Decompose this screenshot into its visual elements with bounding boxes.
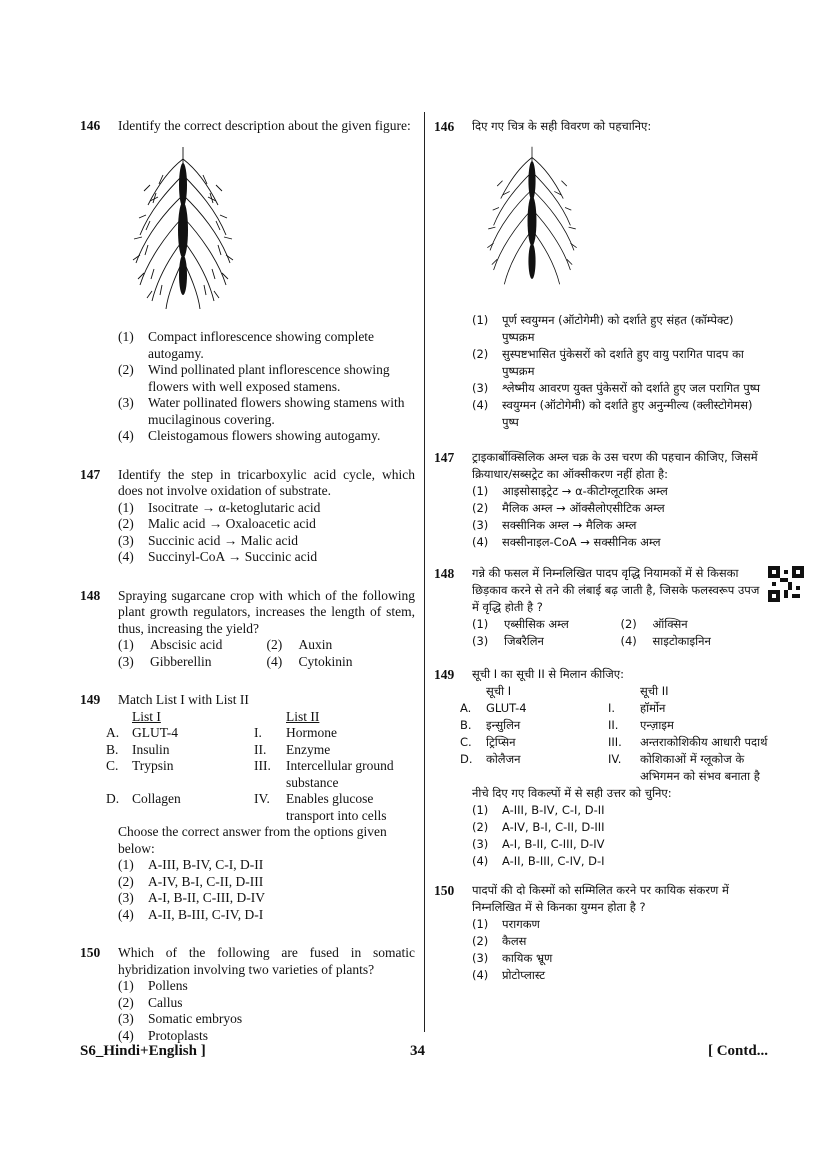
english-column	[80, 118, 415, 1044]
option-3: (3) सक्सीनिक अम्ल → मैलिक अम्ल	[472, 518, 637, 532]
page-number: 34	[410, 1043, 425, 1059]
option-2: (2) Malic acid → Oxaloacetic acid	[118, 516, 316, 531]
option-2: (2) कैलस	[472, 934, 527, 948]
option-4: (4) स्वयुग्मन (ऑटोगेमी) को दर्शाते हुए अनुन्मील्य (क्लीस्टोगेमस) पुष्प	[472, 398, 753, 429]
question-number: 147	[80, 466, 101, 482]
options-row-2: (3) Gibberellin (4) Cytokinin	[118, 653, 353, 669]
question-text: गन्ने की फसल में निम्नलिखित पादप वृद्धि नियामकों में से किसका छिड़काव करने से तने की लंबाई बढ़ जाती है, जिसके फलस्वरूप उपज में वृद्धि होती है ?	[472, 566, 760, 614]
option-1: एब्सीसिक अम्ल	[504, 617, 569, 631]
continued-label: [ Contd...	[707, 1043, 768, 1059]
match-table: सूची I सूची II A. GLUT-4 I. हॉर्मोन B. इन्सुलिन II. एन्ज़ाइम C. ट्रिप्सिन III. अन्तराकोशिकीय आधारी पदार्थ D. कोलैजन IV. कोशिकाओं में ग्लूकोज के अभिगमन को संभव बनाता है	[460, 684, 768, 783]
question-150-hindi	[434, 882, 769, 984]
option-4: (4) Cleistogamous flowers showing autogamy.	[118, 428, 381, 443]
choose-instruction: Choose the correct answer from the options given below:	[118, 824, 387, 856]
question-text: Match List I with List II	[118, 692, 249, 707]
question-text: Spraying sugarcane crop with which of the following plant growth regulators, increases the length of stem, thus, increasing the yield?	[118, 587, 415, 636]
question-147	[80, 467, 415, 566]
option-2: (2) सुस्पष्टभासित पुंकेसरों को दर्शाते हुए वायु परागित पादप का पुष्पक्रम	[472, 347, 744, 378]
question-text: दिए गए चित्र के सही विवरण को पहचानिए:	[472, 119, 652, 133]
question-147-hindi	[434, 449, 769, 551]
question-number: 148	[434, 566, 455, 581]
options-row-1: (1) Abscisic acid (2) Auxin	[118, 637, 333, 652]
option-4: (4) Protoplasts	[118, 1027, 209, 1043]
option-4: Cytokinin	[298, 653, 353, 669]
inflorescence-figure	[482, 145, 769, 300]
question-146-hindi	[434, 118, 769, 431]
option-2: ऑक्सिन	[652, 617, 688, 631]
question-number: 148	[80, 587, 101, 603]
option-3: (3) श्लेष्मीय आवरण युक्त पुंकेसरों को दर्शाते हुए जल परागित पुष्प	[472, 381, 761, 395]
paper-code: S6_Hindi+English ]	[80, 1043, 206, 1059]
option-1: (1) आइसोसाइट्रेट → α-कीटोग्लूटारिक अम्ल	[472, 484, 668, 498]
question-148	[80, 588, 415, 671]
option-1: Abscisic acid	[150, 637, 223, 652]
hindi-column	[434, 118, 769, 984]
question-number: 150	[80, 945, 101, 960]
question-text: Identify the step in tricarboxylic acid cycle, which does not involve oxidation of substrate.	[118, 466, 415, 498]
question-number: 149	[434, 667, 455, 682]
question-text: ट्राइकार्बोक्सिलिक अम्ल चक्र के उस चरण की पहचान कीजिए, जिसमें क्रियाधार/सब्सट्रेट का ऑक्सीकरण नहीं होता है:	[472, 450, 758, 481]
question-text: Which of the following are fused in somatic hybridization involving two varieties of plants?	[118, 945, 415, 977]
option-4: (4) प्रोटोप्लास्ट	[472, 968, 546, 982]
option-1: (1) A-III, B-IV, C-I, D-II	[118, 857, 264, 872]
question-number: 146	[80, 118, 101, 133]
question-149-hindi	[434, 666, 769, 870]
question-text: सूची I का सूची II से मिलान कीजिए:	[472, 667, 625, 681]
option-4: (4) A-II, B-III, C-IV, D-I	[472, 854, 605, 868]
option-3: (3) A-I, B-II, C-III, D-IV	[118, 890, 265, 905]
option-3: (3) Water pollinated flowers showing stamens with mucilaginous covering.	[118, 395, 405, 427]
options-row-1: (1) एब्सीसिक अम्ल (2) ऑक्सिन	[472, 617, 688, 631]
options-row-2: (3) जिबरैलिन (4) साइटोकाइनिन	[472, 634, 711, 648]
option-2: (2) A-IV, B-I, C-II, D-III	[472, 820, 605, 834]
choose-instruction: नीचे दिए गए विकल्पों में से सही उत्तर को चुनिए:	[472, 786, 672, 800]
option-2: (2) Wind pollinated plant inflorescence showing flowers with well exposed stamens.	[118, 362, 390, 394]
question-number: 149	[80, 692, 101, 707]
option-1: (1) A-III, B-IV, C-I, D-II	[472, 803, 605, 817]
list-1-header: सूची I	[486, 684, 512, 698]
option-1: (1) Compact inflorescence showing complete autogamy.	[118, 329, 375, 361]
option-2: (2) मैलिक अम्ल → ऑक्सैलोएसीटिक अम्ल	[472, 501, 665, 515]
option-2: (2) A-IV, B-I, C-II, D-III	[118, 873, 264, 889]
option-3: (3) Succinic acid → Malic acid	[118, 532, 298, 548]
option-3: जिबरैलिन	[504, 634, 544, 648]
option-4: साइटोकाइनिन	[652, 634, 711, 648]
options	[118, 329, 415, 445]
question-146	[80, 118, 415, 445]
question-text: पादपों की दो किस्मों को सम्मिलित करने पर कायिक संकरण में निम्नलिखित में से किनका युग्मन होता है ?	[472, 883, 729, 914]
option-2: Auxin	[298, 637, 333, 652]
list-2-header: सूची II	[640, 684, 669, 698]
match-table: List I List II A. GLUT-4 I. Hormone B. Insulin II. Enzyme C. Trypsin III. Intercellular ground substance D. Collagen IV. Enables glucose transport into cells	[106, 709, 415, 825]
question-number: 146	[434, 119, 455, 134]
option-1: (1) Isocitrate → α-ketoglutaric acid	[118, 499, 321, 515]
question-number: 150	[434, 883, 455, 898]
qr-code-icon	[768, 566, 804, 602]
option-3: (3) A-I, B-II, C-III, D-IV	[472, 837, 605, 851]
option-3: (3) कायिक भ्रूण	[472, 951, 553, 965]
question-149	[80, 692, 415, 923]
question-150	[80, 945, 415, 1044]
option-1: (1) पूर्ण स्वयुग्मन (ऑटोगेमी) को दर्शाते हुए संहत (कॉम्पेक्ट) पुष्पक्रम	[472, 313, 734, 344]
option-3: (3) Somatic embryos	[118, 1011, 243, 1026]
column-divider	[424, 112, 425, 1032]
option-4: (4) सक्सीनाइल-CoA → सक्सीनिक अम्ल	[472, 535, 661, 549]
question-text: Identify the correct description about the given figure:	[118, 118, 411, 133]
list-2-header: List II	[286, 708, 320, 724]
inflorescence-figure	[128, 145, 415, 318]
option-1: (1) Pollens	[118, 978, 188, 993]
option-4: (4) Succinyl-CoA → Succinic acid	[118, 549, 318, 564]
option-3: Gibberellin	[150, 653, 212, 669]
option-4: (4) A-II, B-III, C-IV, D-I	[118, 906, 264, 922]
option-1: (1) परागकण	[472, 917, 540, 931]
list-1-header: List I	[132, 708, 161, 724]
option-2: (2) Callus	[118, 994, 183, 1010]
question-number: 147	[434, 450, 455, 465]
question-148-hindi	[434, 565, 769, 650]
